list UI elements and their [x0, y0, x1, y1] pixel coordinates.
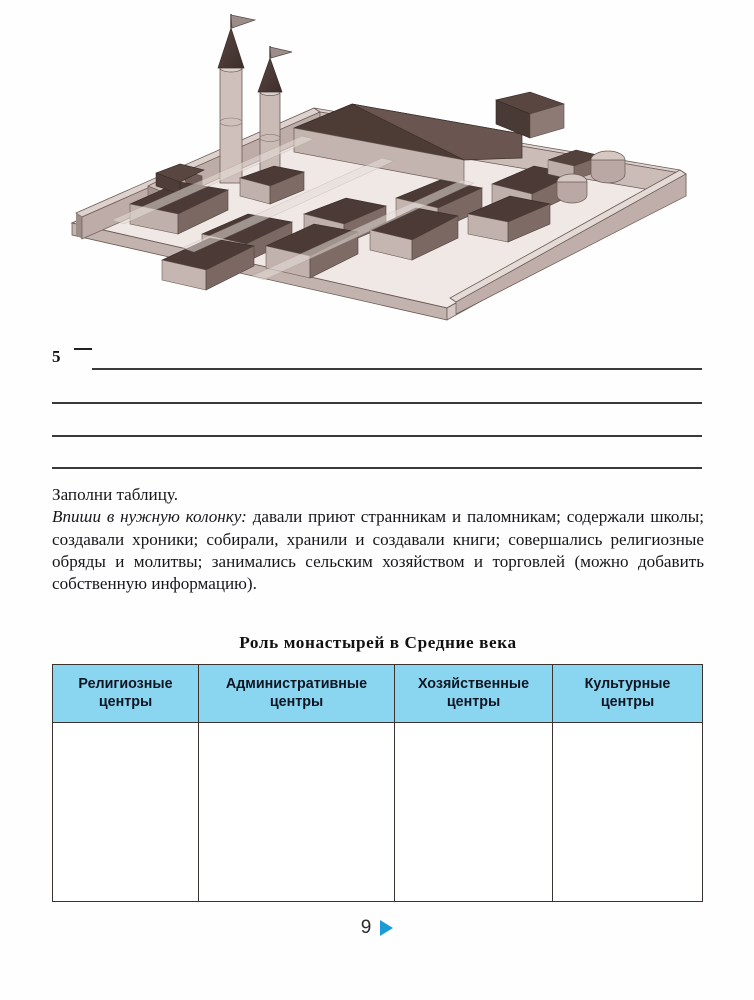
table-title: Роль монастырей в Средние века	[239, 633, 517, 652]
instruction-task-lead: Впиши в нужную колонку:	[52, 507, 247, 527]
writing-line[interactable]	[52, 467, 702, 469]
page-footer	[0, 917, 754, 939]
table-header-administrative: Административные центры	[199, 665, 395, 723]
table-cell-religious[interactable]	[53, 723, 199, 902]
instructions-block	[52, 484, 704, 595]
table-row	[53, 723, 703, 902]
table-header-religious: Религиозные центры	[53, 665, 199, 723]
page-number: 9	[360, 917, 372, 938]
medieval-monastery-isometric-illustration	[52, 8, 702, 338]
table-cell-administrative[interactable]	[199, 723, 395, 902]
next-page-triangle-icon[interactable]	[380, 920, 393, 936]
table-cell-cultural[interactable]	[553, 723, 703, 902]
exercise-dash-icon	[74, 348, 92, 350]
table-cell-economic[interactable]	[395, 723, 553, 902]
writing-line[interactable]	[92, 368, 702, 370]
roles-table	[52, 664, 703, 902]
instruction-task-rest: давали приют странникам и паломникам; содержали школы; создавали хроники; собирали, хранили и создавали книги; совершались религиозные обряды и молитвы; занимались сельским хозяйством и торговлей (можно добавить собственную информацию).	[52, 507, 705, 594]
writing-line[interactable]	[52, 402, 702, 404]
instruction-intro: Заполни таблицу.	[52, 485, 178, 504]
table-header-row	[53, 665, 703, 723]
instruction-task	[52, 506, 704, 595]
writing-line[interactable]	[52, 435, 702, 437]
exercise-answer-area	[52, 345, 702, 470]
exercise-number: 5	[52, 347, 61, 366]
table-header-cultural: Культурные центры	[553, 665, 703, 723]
table-header-economic: Хозяйственные центры	[395, 665, 553, 723]
